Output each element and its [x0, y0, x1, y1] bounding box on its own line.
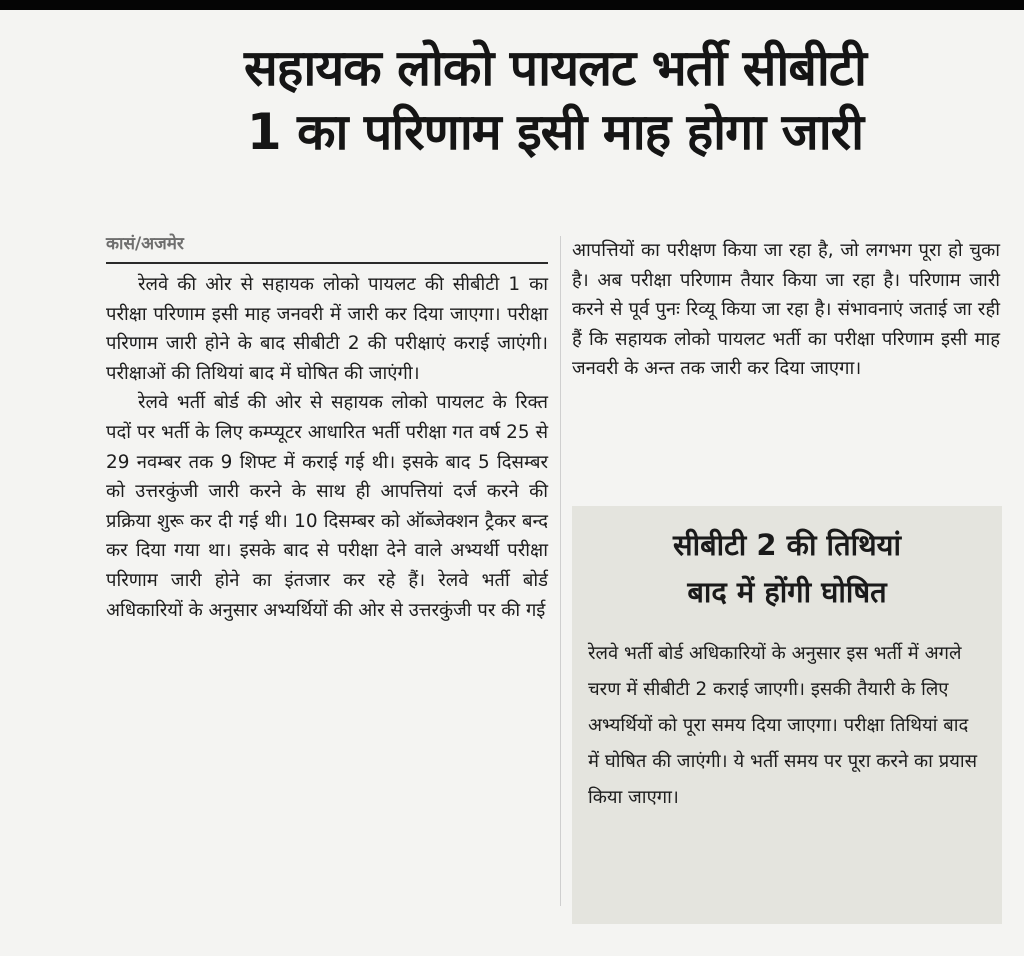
top-black-bar	[0, 0, 1024, 10]
headline-line-1: सहायक लोको पायलट भर्ती सीबीटी	[244, 39, 866, 97]
column-divider	[560, 236, 561, 906]
article-headline	[95, 36, 1015, 164]
right-column	[572, 236, 1000, 384]
sidebar-box-text: रेलवे भर्ती बोर्ड अधिकारियों के अनुसार इस भर्ती में अगले चरण में सीबीटी 2 कराई जाएगी। इसकी तैयारी के लिए अभ्यर्थियों को पूरा समय दिया जाएगा। परीक्षा तिथियां बाद में घोषित की जाएंगी। ये भर्ती समय पर पूरा करने का प्रयास किया जाएगा।	[588, 643, 978, 808]
left-column	[106, 232, 548, 625]
article-paragraph-1: रेलवे की ओर से सहायक लोको पायलट की सीबीटी 1 का परीक्षा परिणाम इसी माह जनवरी में जारी कर दिया जाएगा। परीक्षा परिणाम जारी होने के बाद सीबीटी 2 की परीक्षाएं कराई जाएंगी। परीक्षाओं की तिथियां बाद में घोषित की जाएंगी।	[106, 274, 548, 384]
sidebar-box	[572, 506, 1002, 924]
box-title-line-2: बाद में होंगी घोषित	[687, 575, 887, 609]
box-title-line-1: सीबीटी 2 की तिथियां	[673, 528, 901, 562]
article-paragraph-2: रेलवे भर्ती बोर्ड की ओर से सहायक लोको पायलट के रिक्त पदों पर भर्ती के लिए कम्प्यूटर आधारित भर्ती परीक्षा गत वर्ष 25 से 29 नवम्बर तक 9 शिफ्ट में कराई गई थी। इसके बाद 5 दिसम्बर को उत्तरकुंजी जारी करने के साथ ही आपत्तियां दर्ज करने की प्रक्रिया शुरू कर दी गई थी। 10 दिसम्बर को ऑब्जेक्शन ट्रैकर बन्द कर दिया गया था। इसके बाद से परीक्षा देने वाले अभ्यर्थी परीक्षा परिणाम जारी होने का इंतजार कर रहे हैं। रेलवे भर्ती बोर्ड अधिकारियों के अनुसार अभ्यर्थियों की ओर से उत्तरकुंजी पर की गई	[106, 392, 548, 621]
dateline: कासं/अजमेर	[106, 234, 184, 254]
sidebar-box-title	[572, 522, 1002, 616]
dateline-rule	[106, 232, 548, 264]
right-column-text	[572, 236, 1000, 384]
article-paragraph-3: आपत्तियों का परीक्षण किया जा रहा है, जो लगभग पूरा हो चुका है। अब परीक्षा परिणाम तैयार किया जा रहा है। परिणाम जारी करने से पूर्व पुनः रिव्यू किया जा रहा है। संभावनाएं जताई जा रही हैं कि सहायक लोको पायलट भर्ती का परीक्षा परिणाम इसी माह जनवरी के अन्त तक जारी कर दिया जाएगा।	[572, 240, 1000, 380]
left-column-text	[106, 270, 548, 625]
headline-line-2: 1 का परिणाम इसी माह होगा जारी	[246, 103, 864, 161]
